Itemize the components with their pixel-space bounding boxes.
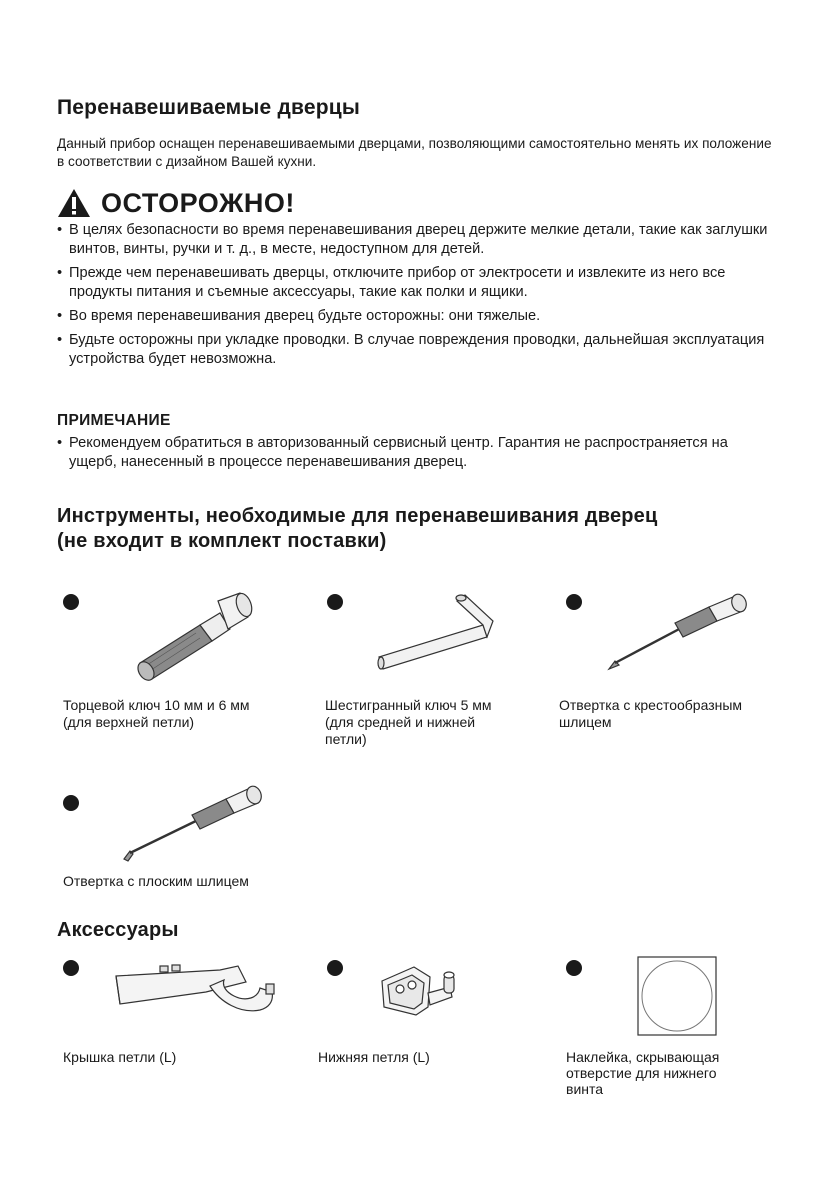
- section-title-tools: Инструменты, необходимые для перенавешивания дверец: [57, 505, 658, 527]
- warning-item: • Во время перенавешивания дверец будьте осторожны: они тяжелые.: [57, 307, 777, 326]
- bullet-dot: [63, 594, 79, 610]
- warning-item: • В целях безопасности во время перенавешивания дверец держите мелкие детали, такие как заглушки винтов, винты, ручки и т. д., в месте, недоступном для детей.: [57, 221, 777, 259]
- warning-item: • Прежде чем перенавешивать дверцы, отключите прибор от электросети и извлеките из него все продукты питания и съемные аксессуары, такие как полки и ящики.: [57, 264, 777, 302]
- bullet-dot: [63, 960, 79, 976]
- warning-item: • Будьте осторожны при укладке проводки. В случае повреждения проводки, дальнейшая эксплуатация устройства будет невозможна.: [57, 331, 777, 369]
- flat-screwdriver-icon: [120, 785, 280, 865]
- warning-list: [57, 221, 777, 374]
- section-title-reversible-doors: Перенавешиваемые дверцы: [57, 96, 360, 119]
- section-title-accessories: Аксессуары: [57, 919, 179, 941]
- tool-caption: Шестигранный ключ 5 мм (для средней и нижней петли): [325, 697, 492, 747]
- bullet-dot: [566, 960, 582, 976]
- accessory-caption: Крышка петли (L): [63, 1049, 177, 1065]
- warning-triangle-icon: [57, 188, 91, 218]
- bullet-dot: [327, 960, 343, 976]
- phillips-screwdriver-icon: [605, 593, 775, 673]
- warning-heading: [57, 187, 295, 219]
- note-list: [57, 434, 777, 477]
- intro-paragraph: Данный прибор оснащен перенавешиваемыми дверцами, позволяющими самостоятельно менять их положение в соответствии с дизайном Вашей кухни.: [57, 136, 772, 169]
- tool-caption: Отвертка с крестообразным шлицем: [559, 697, 743, 730]
- tool-caption: Отвертка с плоским шлицем: [63, 873, 249, 889]
- note-heading: ПРИМЕЧАНИЕ: [57, 412, 171, 429]
- bullet-dot: [63, 795, 79, 811]
- socket-wrench-icon: [130, 595, 270, 685]
- lower-hinge-icon: [378, 963, 478, 1023]
- bullet-dot: [327, 594, 343, 610]
- hex-key-icon: [375, 595, 505, 675]
- section-subtitle-tools: (не входит в комплект поставки): [57, 530, 387, 552]
- sticker-icon: [637, 956, 717, 1036]
- warning-label: ОСТОРОЖНО!: [101, 187, 295, 218]
- tool-caption: Торцевой ключ 10 мм и 6 мм (для верхней петли): [63, 697, 250, 730]
- bullet-dot: [566, 594, 582, 610]
- accessory-caption: Нижняя петля (L): [318, 1049, 430, 1065]
- note-item: • Рекомендуем обратиться в авторизованный сервисный центр. Гарантия не распространяется на ущерб, нанесенный в процессе перенавешивания дверец.: [57, 434, 777, 472]
- accessory-caption: Наклейка, скрывающая отверстие для нижнего винта: [566, 1049, 720, 1097]
- hinge-cover-icon: [110, 962, 280, 1022]
